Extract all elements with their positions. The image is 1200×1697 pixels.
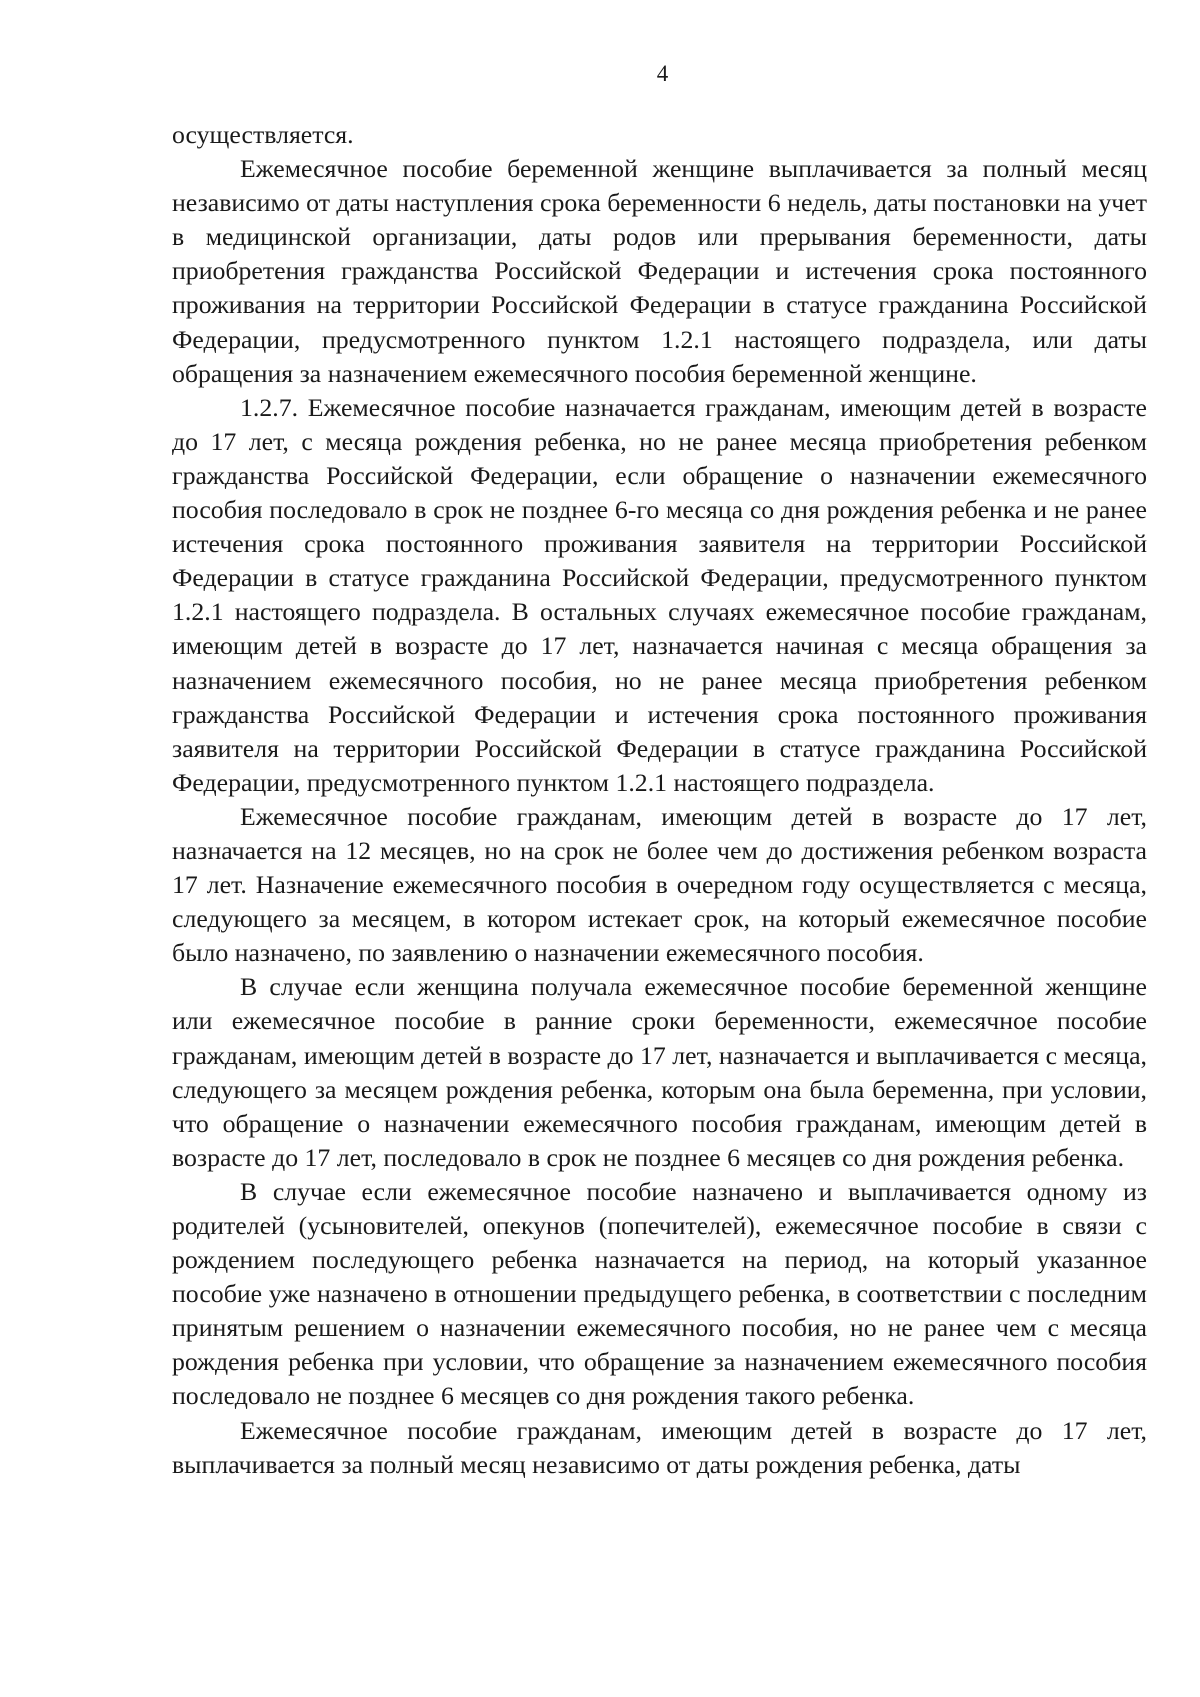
- paragraph: Ежемесячное пособие гражданам, имеющим детей в возрасте до 17 лет, выплачивается за полный месяц независимо от даты рождения ребенка, даты: [172, 1415, 1147, 1479]
- paragraph: осуществляется.: [172, 120, 354, 149]
- document-body: [172, 118, 1147, 1482]
- paragraph: В случае если женщина получала ежемесячное пособие беременной женщине или ежемесячное пособие в ранние сроки беременности, ежемесячное пособие гражданам, имеющим детей в возрасте до 17 лет, назначается и выплачивается с месяца, следующего за месяцем рождения ребенка, которым она была беременна, при условии, что обращение о назначении ежемесячного пособия гражданам, имеющим детей в возрасте до 17 лет, последовало в срок не позднее 6 месяцев со дня рождения ребенка.: [172, 972, 1147, 1172]
- paragraph: В случае если ежемесячное пособие назначено и выплачивается одному из родителей (усыновителей, опекунов (попечителей), ежемесячное пособие в связи с рождением последующего ребенка назначается на период, на который указанное пособие уже назначено в отношении предыдущего ребенка, в соответствии с последним принятым решением о назначении ежемесячного пособия, но не ранее чем с месяца рождения ребенка при условии, что обращение за назначением ежемесячного пособия последовало не позднее 6 месяцев со дня рождения такого ребенка.: [172, 1176, 1147, 1411]
- paragraph: Ежемесячное пособие гражданам, имеющим детей в возрасте до 17 лет, назначается на 12 месяцев, но на срок не более чем до достижения ребенком возраста 17 лет. Назначение ежемесячного пособия в очередном году осуществляется с месяца, следующего за месяцем, в котором истекает срок, на который ежемесячное пособие было назначено, по заявлению о назначении ежемесячного пособия.: [172, 801, 1147, 968]
- paragraph: Ежемесячное пособие беременной женщине выплачивается за полный месяц независимо от даты наступления срока беременности 6 недель, даты постановки на учет в медицинской организации, даты родов или прерывания беременности, даты приобретения гражданства Российской Федерации и истечения срока постоянного проживания на территории Российской Федерации в статусе гражданина Российской Федерации, предусмотренного пунктом 1.2.1 настоящего подраздела, или даты обращения за назначением ежемесячного пособия беременной женщине.: [172, 154, 1147, 388]
- paragraph-1-2-7: 1.2.7. Ежемесячное пособие назначается гражданам, имеющим детей в возрасте до 17 лет, с месяца рождения ребенка, но не ранее месяца приобретения ребенком гражданства Российской Федерации, если обращение о назначении ежемесячного пособия последовало в срок не позднее 6-го месяца со дня рождения ребенка и не ранее истечения срока постоянного проживания заявителя на территории Российской Федерации в статусе гражданина Российской Федерации, предусмотренного пунктом 1.2.1 настоящего подраздела. В остальных случаях ежемесячное пособие гражданам, имеющим детей в возрасте до 17 лет, назначается начиная с месяца обращения за назначением ежемесячного пособия, но не ранее месяца приобретения ребенком гражданства Российской Федерации и истечения срока постоянного проживания заявителя на территории Российской Федерации в статусе гражданина Российской Федерации, предусмотренного пунктом 1.2.1 настоящего подраздела.: [172, 392, 1147, 797]
- page-number: 4: [656, 61, 669, 86]
